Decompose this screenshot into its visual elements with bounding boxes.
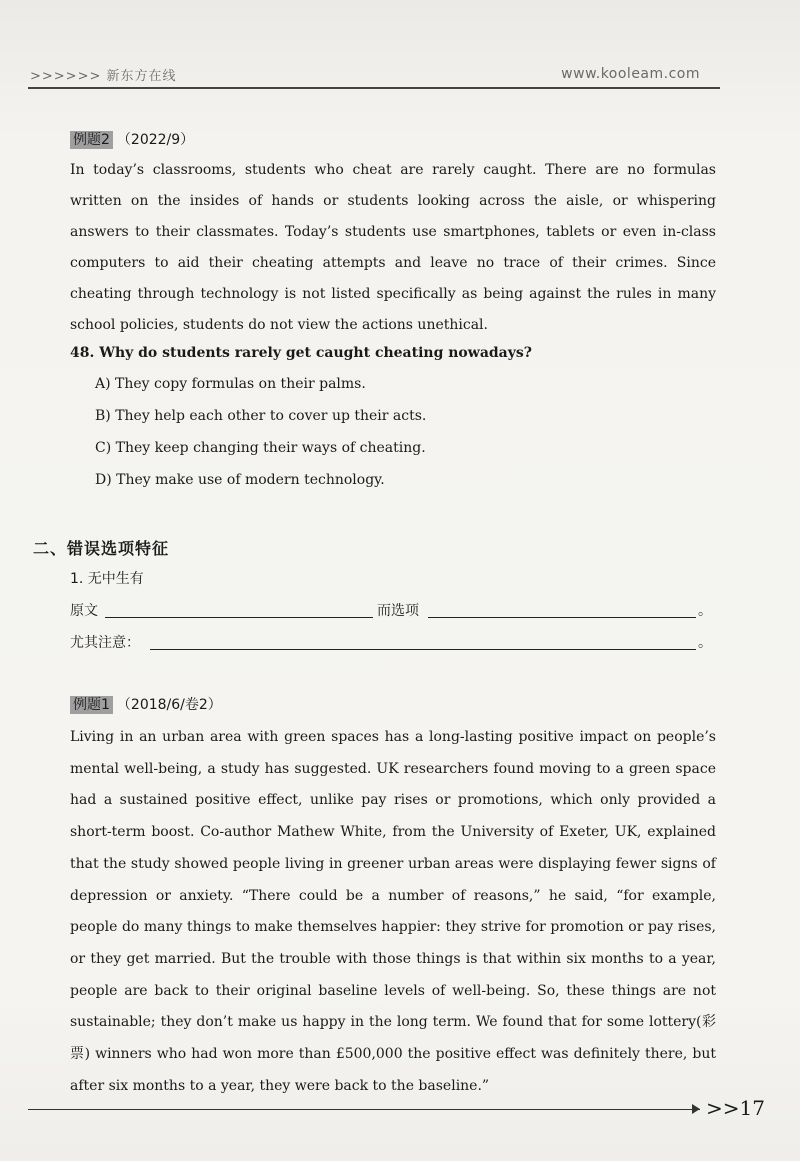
fill-row1-end: 。 — [698, 603, 712, 619]
example2-heading — [70, 129, 194, 149]
example2-tag: 例题2 — [70, 131, 113, 149]
blank-line-1[interactable] — [105, 617, 373, 618]
example1-tag: 例题1 — [70, 696, 113, 714]
fill-row-original — [70, 600, 98, 620]
header-rule — [28, 87, 720, 89]
fill-row1-label: 原文 — [70, 603, 98, 619]
section-subtitle: 1. 无中生有 — [70, 571, 144, 587]
example1-heading — [70, 694, 222, 714]
option-d: D) They make use of modern technology. — [95, 472, 385, 488]
fill-row2-end: 。 — [698, 635, 712, 651]
section-title: 二、错误选项特征 — [33, 539, 170, 558]
fill-row1-mid: 而选项 — [377, 603, 419, 619]
header-brand: >>>>>> 新东方在线 — [30, 69, 177, 84]
footer-arrow-icon — [692, 1104, 700, 1114]
header-url: www.kooleam.com — [561, 66, 700, 82]
blank-line-2[interactable] — [428, 617, 696, 618]
blank-line-3[interactable] — [150, 649, 696, 650]
footer-rule — [28, 1109, 700, 1110]
option-c: C) They keep changing their ways of cheating. — [95, 440, 426, 456]
example2-passage: In today’s classrooms, students who cheat are rarely caught. There are no formulas written on the insides of hands or students looking across the aisle, or whispering answers to their classmates. Today’s students use smartphones, tablets or even in-class computers to aid their cheating attempts and leave no trace of their crimes. Since cheating through technology is not listed specifically as being against the rules in many school policies, students do not view the actions unethical. — [70, 162, 716, 333]
option-b: B) They help each other to cover up their acts. — [95, 408, 427, 424]
fill-row2-label: 尤其注意： — [70, 635, 140, 651]
question-48: 48. Why do students rarely get caught cheating nowadays? — [70, 345, 532, 361]
example1-passage: Living in an urban area with green spaces has a long-lasting positive impact on people’s mental well-being, a study has suggested. UK researchers found moving to a green space had a sustained positive effect, unlike pay rises or promotions, which only provided a short-term boost. Co-author Mathew White, from the University of Exeter, UK, explained that the study showed people living in greener urban areas were displaying fewer signs of depression or anxiety. “There could be a number of reasons,” he said, “for example, people do many things to make themselves happier: they strive for promotion or pay rises, or they get married. But the trouble with those things is that within six months to a year, people are back to their original baseline levels of well-being. So, these things are not sustainable; they don’t make us happy in the long term. We found that for some lottery(彩票) winners who had won more than £500,000 the positive effect was definitely there, but after six months to a year, they were back to the baseline.” — [70, 729, 716, 1094]
example2-source: （2022/9） — [116, 132, 195, 148]
page-number: >>17 — [706, 1096, 765, 1120]
example1-source: （2018/6/卷2） — [116, 697, 222, 713]
option-a: A) They copy formulas on their palms. — [95, 376, 366, 392]
